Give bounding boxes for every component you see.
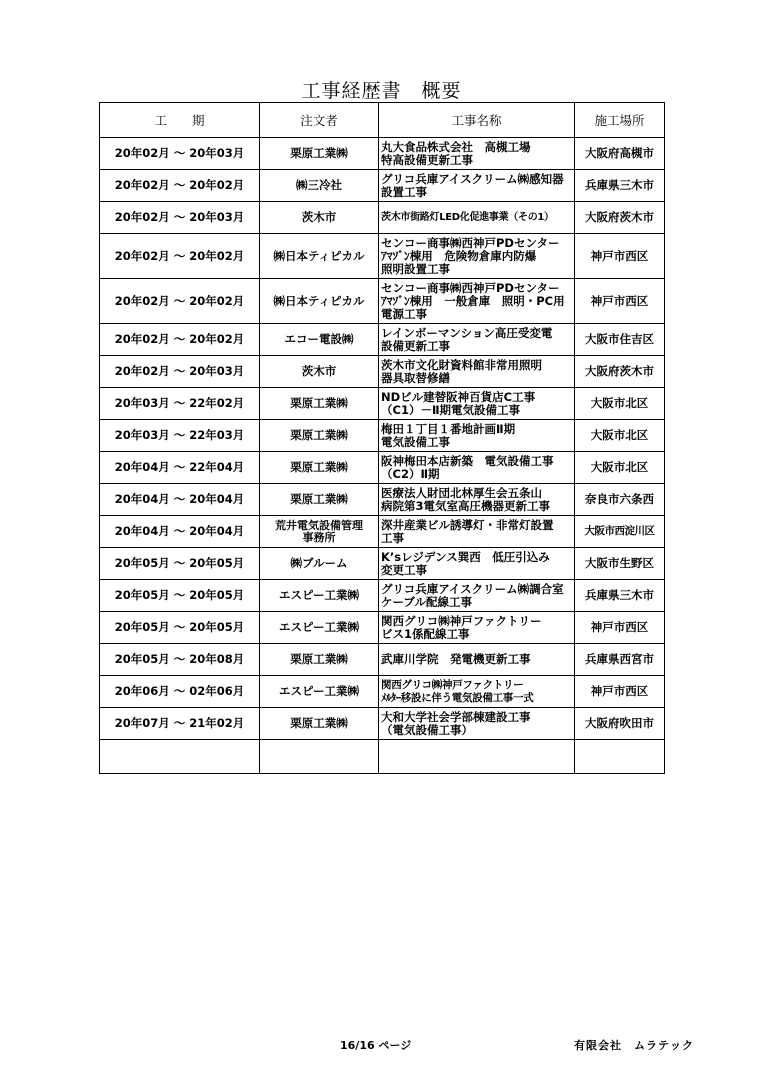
- cell-site: 大阪市北区: [575, 452, 665, 484]
- table-row: [100, 548, 665, 580]
- cell-period: 20年02月 ～ 20年03月: [100, 138, 260, 170]
- cell-client: 栗原工業㈱: [260, 452, 379, 484]
- table-row: [100, 356, 665, 388]
- cell-site: 神戸市西区: [575, 279, 665, 324]
- cell-client: 茨木市: [260, 202, 379, 234]
- cell-site: 大阪市北区: [575, 388, 665, 420]
- cell-period: 20年03月 ～ 22年02月: [100, 388, 260, 420]
- table-row: [100, 170, 665, 202]
- cell-period: 20年05月 ～ 20年08月: [100, 644, 260, 676]
- cell-period: 20年03月 ～ 22年03月: [100, 420, 260, 452]
- table-row: [100, 420, 665, 452]
- table-row: [100, 516, 665, 548]
- cell-period: 20年04月 ～ 20年04月: [100, 484, 260, 516]
- cell-site: 兵庫県三木市: [575, 580, 665, 612]
- cell-work: 関西グリコ㈱神戸ファクトリー ﾒﾙﾀｰ移設に伴う電気設備工事一式: [379, 676, 575, 708]
- cell-client: 栗原工業㈱: [260, 708, 379, 740]
- cell-site: 奈良市六条西: [575, 484, 665, 516]
- cell-empty: [260, 740, 379, 774]
- cell-empty: [575, 740, 665, 774]
- cell-client: エスピー工業㈱: [260, 676, 379, 708]
- cell-work: 茨木市街路灯LED化促進事業（その1）: [379, 202, 575, 234]
- cell-work: 大和大学社会学部棟建設工事 （電気設備工事）: [379, 708, 575, 740]
- cell-client: ㈱日本ティピカル: [260, 234, 379, 279]
- header-period: 工 期: [100, 103, 260, 138]
- cell-period: 20年02月 ～ 20年03月: [100, 202, 260, 234]
- cell-work: センコー商事㈱西神戸PDセンター ｱﾏｿﾞﾝ棟用 危険物倉庫内防爆 照明設置工事: [379, 234, 575, 279]
- cell-site: 大阪府茨木市: [575, 356, 665, 388]
- cell-period: 20年04月 ～ 20年04月: [100, 516, 260, 548]
- cell-work: 深井産業ビル誘導灯・非常灯設置 工事: [379, 516, 575, 548]
- header-work: 工事名称: [379, 103, 575, 138]
- cell-site: 大阪市生野区: [575, 548, 665, 580]
- table-row: [100, 202, 665, 234]
- cell-work: レインボーマンション高圧受変電 設備更新工事: [379, 324, 575, 356]
- cell-client: 茨木市: [260, 356, 379, 388]
- table-row: [100, 484, 665, 516]
- header-site: 施工場所: [575, 103, 665, 138]
- cell-site: 神戸市西区: [575, 612, 665, 644]
- cell-client: 栗原工業㈱: [260, 484, 379, 516]
- cell-period: 20年05月 ～ 20年05月: [100, 580, 260, 612]
- cell-client: ㈱ブルーム: [260, 548, 379, 580]
- document-title: 工事経歴書 概要: [301, 80, 462, 102]
- table-row-empty: [100, 740, 665, 774]
- cell-client: 栗原工業㈱: [260, 420, 379, 452]
- cell-client: 荒井電気設備管理 事務所: [260, 516, 379, 548]
- page-number: 16/16 ページ: [340, 1039, 412, 1052]
- cell-site: 神戸市西区: [575, 676, 665, 708]
- table-row: [100, 234, 665, 279]
- table-row: [100, 452, 665, 484]
- cell-client: 栗原工業㈱: [260, 644, 379, 676]
- cell-client: 栗原工業㈱: [260, 138, 379, 170]
- cell-site: 大阪市北区: [575, 420, 665, 452]
- table-row: [100, 388, 665, 420]
- cell-work: 阪神梅田本店新築 電気設備工事 （C2）Ⅱ期: [379, 452, 575, 484]
- cell-work: 茨木市文化財資料館非常用照明 器具取替修繕: [379, 356, 575, 388]
- cell-period: 20年05月 ～ 20年05月: [100, 612, 260, 644]
- table-row: [100, 279, 665, 324]
- cell-work: 関西グリコ㈱神戸ファクトリー ビス1係配線工事: [379, 612, 575, 644]
- cell-client: 栗原工業㈱: [260, 388, 379, 420]
- cell-period: 20年05月 ～ 20年05月: [100, 548, 260, 580]
- cell-period: 20年04月 ～ 22年04月: [100, 452, 260, 484]
- cell-empty: [379, 740, 575, 774]
- cell-site: 大阪府茨木市: [575, 202, 665, 234]
- cell-period: 20年02月 ～ 20年02月: [100, 234, 260, 279]
- table-row: [100, 580, 665, 612]
- cell-client: ㈱三冷社: [260, 170, 379, 202]
- cell-client: エスピー工業㈱: [260, 580, 379, 612]
- company-name: 有限会社 ムラテック: [574, 1039, 694, 1052]
- cell-period: 20年02月 ～ 20年02月: [100, 324, 260, 356]
- table-row: [100, 644, 665, 676]
- cell-site: 神戸市西区: [575, 234, 665, 279]
- cell-work: グリコ兵庫アイスクリーム㈱感知器 設置工事: [379, 170, 575, 202]
- cell-period: 20年02月 ～ 20年02月: [100, 279, 260, 324]
- table-row: [100, 324, 665, 356]
- cell-work: NDビル建替阪神百貨店C工事 （C1）－Ⅱ期電気設備工事: [379, 388, 575, 420]
- table-header-row: [100, 103, 665, 138]
- cell-work: グリコ兵庫アイスクリーム㈱調合室 ケーブル配線工事: [379, 580, 575, 612]
- cell-work: 武庫川学院 発電機更新工事: [379, 644, 575, 676]
- cell-client: エコー電設㈱: [260, 324, 379, 356]
- cell-site: 兵庫県西宮市: [575, 644, 665, 676]
- cell-work: 医療法人財団北林厚生会五条山 病院第3電気室高圧機器更新工事: [379, 484, 575, 516]
- work-history-table: [99, 102, 665, 774]
- cell-period: 20年06月 ～ 02年06月: [100, 676, 260, 708]
- table-row: [100, 708, 665, 740]
- cell-work: K’sレジデンス巽西 低圧引込み 変更工事: [379, 548, 575, 580]
- cell-empty: [100, 740, 260, 774]
- table-row: [100, 138, 665, 170]
- cell-site: 大阪府吹田市: [575, 708, 665, 740]
- cell-work: 梅田１丁目１番地計画Ⅱ期 電気設備工事: [379, 420, 575, 452]
- cell-period: 20年02月 ～ 20年03月: [100, 356, 260, 388]
- cell-period: 20年02月 ～ 20年02月: [100, 170, 260, 202]
- cell-work: 丸大食品株式会社 高槻工場 特高設備更新工事: [379, 138, 575, 170]
- cell-client: ㈱日本ティピカル: [260, 279, 379, 324]
- table-row: [100, 612, 665, 644]
- cell-site: 大阪府高槻市: [575, 138, 665, 170]
- cell-site: 兵庫県三木市: [575, 170, 665, 202]
- header-client: 注文者: [260, 103, 379, 138]
- cell-site: 大阪市西淀川区: [575, 516, 665, 548]
- table-row: [100, 676, 665, 708]
- cell-site: 大阪市住吉区: [575, 324, 665, 356]
- cell-client: エスピー工業㈱: [260, 612, 379, 644]
- cell-work: センコー商事㈱西神戸PDセンター ｱﾏｿﾞﾝ棟用 一般倉庫 照明・PC用 電源工事: [379, 279, 575, 324]
- cell-period: 20年07月 ～ 21年02月: [100, 708, 260, 740]
